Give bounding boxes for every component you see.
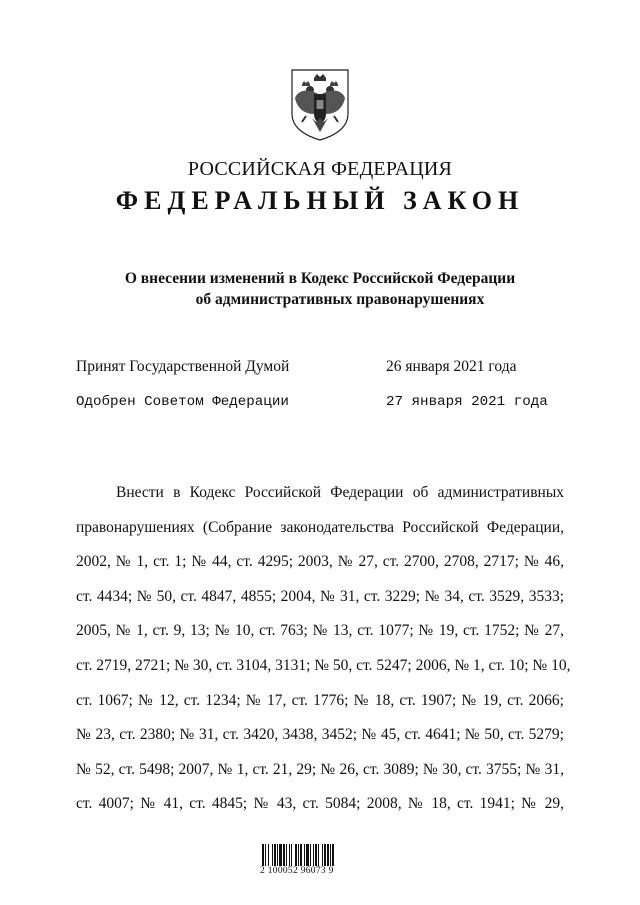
law-title-line-2: об административных правонарушениях	[195, 291, 485, 308]
council-approval-date: 27 января 2021 года	[386, 394, 548, 410]
council-approval-row	[76, 394, 576, 410]
law-title	[0, 268, 640, 310]
law-type-heading: ФЕДЕРАЛЬНЫЙ ЗАКОН	[115, 186, 525, 215]
body-line: ст. 1067; № 12, ст. 1234; № 17, ст. 1776; № 18, ст. 1907; № 19, ст. 2066;	[76, 691, 564, 709]
body-line: 2002, № 1, ст. 1; № 44, ст. 4295; 2003, № 27, ст. 2700, 2708, 2717; № 46,	[76, 553, 564, 571]
barcode-icon	[260, 844, 372, 866]
barcode-number: 2 100052 96073 9	[260, 866, 334, 876]
law-body-text	[76, 476, 571, 822]
body-line: ст. 4007; № 41, ст. 4845; № 43, ст. 5084; 2008, № 18, ст. 1941; № 29,	[76, 795, 564, 813]
body-line: Внести в Кодекс Российской Федерации об административных	[116, 484, 564, 501]
body-line: 2005, № 1, ст. 9, 13; № 10, ст. 763; № 13, ст. 1077; № 19, ст. 1752; № 27,	[76, 622, 564, 640]
law-title-line-1: О внесении изменений в Кодекс Российской Федерации	[124, 270, 516, 287]
coat-of-arms-emblem	[288, 68, 352, 142]
body-line: ст. 2719, 2721; № 30, ст. 3104, 3131; № 50, ст. 5247; 2006, № 1, ст. 10; № 10,	[76, 656, 571, 674]
document-barcode	[260, 832, 372, 878]
council-approval-label: Одобрен Советом Федерации	[76, 394, 289, 410]
body-line: № 23, ст. 2380; № 31, ст. 3420, 3438, 3452; № 45, ст. 4641; № 50, ст. 5279;	[76, 726, 564, 744]
body-line: правонарушениях (Собрание законодательства Российской Федерации,	[76, 518, 564, 536]
duma-adoption-label: Принят Государственной Думой	[76, 358, 290, 375]
body-line: № 52, ст. 5498; 2007, № 1, ст. 21, 29; № 26, ст. 3089; № 30, ст. 3755; № 31,	[76, 760, 564, 778]
duma-adoption-date: 26 января 2021 года	[386, 358, 517, 375]
body-line: ст. 4434; № 50, ст. 4847, 4855; 2004, № 31, ст. 3229; № 34, ст. 3529, 3533;	[76, 587, 564, 605]
russian-coat-of-arms-icon	[288, 68, 352, 142]
duma-adoption-row	[76, 358, 576, 376]
country-name: РОССИЙСКАЯ ФЕДЕРАЦИЯ	[187, 158, 453, 180]
